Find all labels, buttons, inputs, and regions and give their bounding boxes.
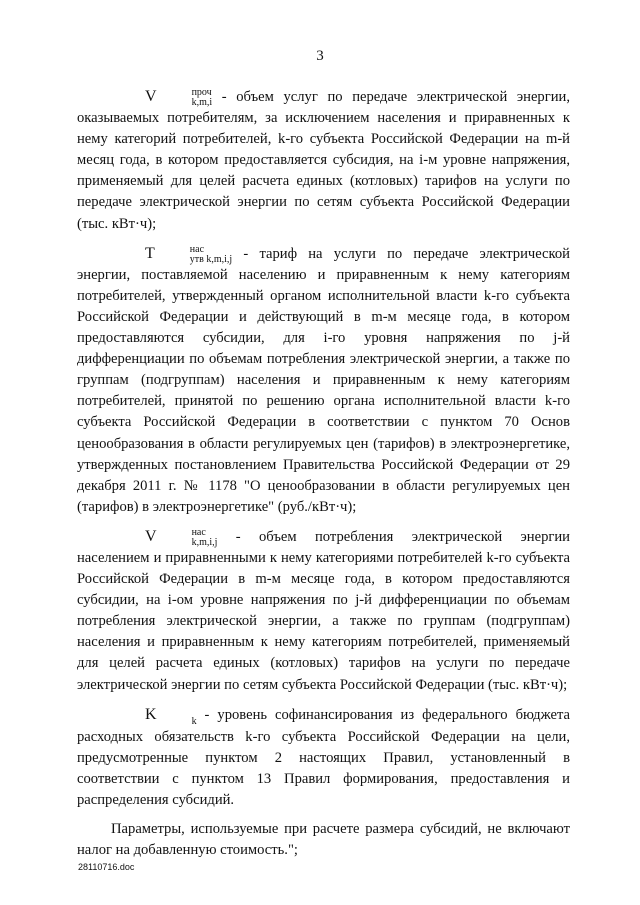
definition-text: - объем потребления электрической энергии населением и приравненными к нему категориями потребителей k-го субъекта Российской Федерации в m-м месяце года, в котором предоставляются субсидии, на i-ом уровне напряжения по j-й дифференциации по объемам потребления электрической энергии, а также по группам (подгруппам) населения и приравненным к нему категориям потребителей, применяемый для целей расчета единых (котловых) тарифов на услуги по передаче электрической энергии по сетям субъекта Российской Федерации (тыс. кВт·ч); [77, 528, 570, 693]
symbol-t-population: T нас утв k,m,i,j [145, 243, 233, 265]
definition-k-cofinancing [77, 704, 570, 811]
definition-text: - уровень софинансирования из федерального бюджета расходных обязательств k-го субъекта Российской Федерации на цели, предусмотренные пунктом 2 настоящих Правил, установленный в соответствии с пунктом 13 Правил формирования, предоставления и распределения субсидий. [77, 706, 570, 808]
document-body [77, 86, 570, 861]
symbol-sub: k [191, 715, 197, 727]
symbol-sup: нас [191, 526, 206, 538]
symbol-k-cofinancing: K k [145, 705, 197, 727]
symbol-sub: k,m,i,j [191, 536, 218, 548]
symbol-sub: утв k,m,i,j [189, 253, 233, 265]
page-number: 3 [316, 48, 324, 64]
footer-doc-code: 28110716.doc [78, 862, 135, 872]
definition-v-population [77, 526, 570, 696]
symbol-v-population: V нас k,m,i,j [145, 526, 218, 548]
symbol-sub: k,m,i [191, 97, 213, 108]
closing-paragraph: Параметры, используемые при расчете размера субсидий, не включают налог на добавленную стоимость."; [77, 821, 570, 859]
definition-text: - объем услуг по передаче электрической энергии, оказываемых потребителям, за исключением населения и приравненных к нему категорий потребителей, k-го субъекта Российской Федерации на m-й месяц года, в котором предоставляется субсидия, на i-м уровне напряжения, применяемый для целей расчета единых (котловых) тарифов на услуги по передаче электрической энергии по сетям субъекта Российской Федерации (тыс. кВт·ч); [77, 89, 570, 232]
definition-t-population [77, 243, 570, 518]
symbol-sup: проч [191, 87, 212, 98]
definition-text: - тариф на услуги по передаче электрической энергии, поставляемой населению и приравненным к нему категориям потребителей, утвержденный органом исполнительной власти k-го субъекта Российской Федерации и действующий в m-м месяце года, в котором предоставляются субсидии, для i-го уровня напряжения по j-й дифференциации по объемам потребления электрической энергии, а также по группам (подгруппам) населения и приравненным к нему категориям потребителей, принятой по решению органа исполнительной власти k-го субъекта Российской Федерации в соответствии с пунктом 70 Основ ценообразования в области регулируемых цен (тарифов) в электроэнергетике, утвержденных постановлением Правительства Российской Федерации от 29 декабря 2011 г. № 1178 "О ценообразовании в области регулируемых цен (тарифов) в электроэнергетике" (руб./кВт·ч); [77, 245, 570, 515]
definition-v-other [77, 86, 570, 235]
symbol-v-other: V проч k,m,i [145, 87, 213, 108]
symbol-sup: нас [189, 243, 205, 255]
